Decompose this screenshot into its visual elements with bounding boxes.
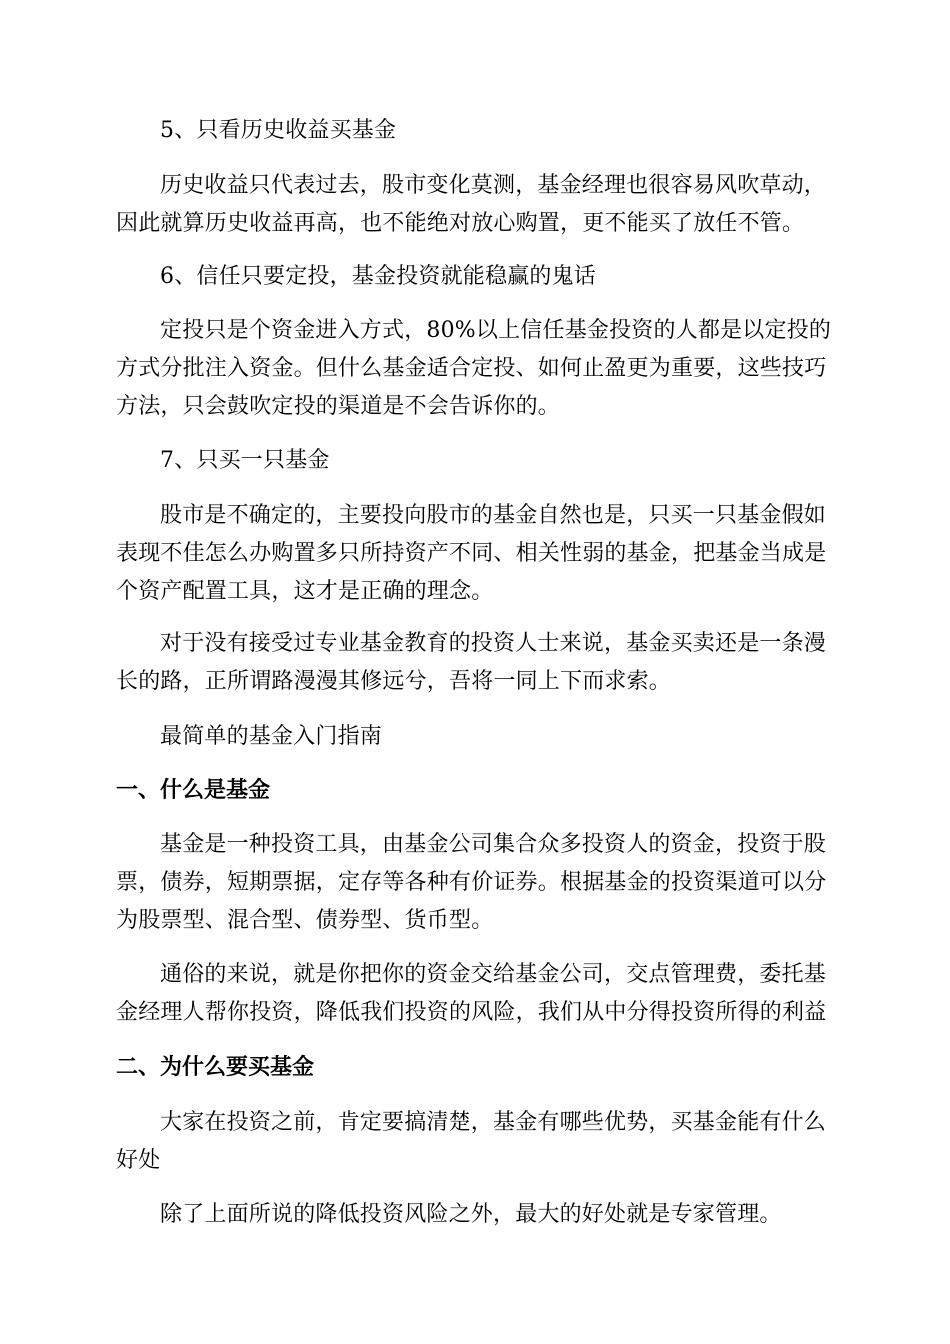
subheading-single-fund: 7、只买一只基金 bbox=[160, 448, 330, 473]
paragraph: 通俗的来说，就是你把你的资金交给基金公司，交点管理费，委托基金经理人帮你投资，降低我们投资的风险，我们从中分得投资所得的利益 bbox=[116, 962, 827, 1025]
paragraph: 股市是不确定的，主要投向股市的基金自然也是，只买一只基金假如表现不佳怎么办购置多只所持资产不同、相关性弱的基金，把基金当成是个资产配置工具，这才是正确的理念。 bbox=[116, 503, 827, 604]
paragraph: 对于没有接受过专业基金教育的投资人士来说，基金买卖还是一条漫长的路，正所谓路漫漫其修远兮，吾将一同上下而求索。 bbox=[116, 631, 827, 694]
subheading-fixed-investment: 6、信任只要定投，基金投资就能稳赢的鬼话 bbox=[160, 264, 596, 289]
section-heading-why-buy-fund: 二、为什么要买基金 bbox=[116, 1055, 315, 1080]
subheading-history-returns: 5、只看历史收益买基金 bbox=[160, 118, 397, 143]
subheading-beginner-guide: 最简单的基金入门指南 bbox=[160, 724, 383, 749]
paragraph: 除了上面所说的降低投资风险之外，最大的好处就是专家管理。 bbox=[160, 1202, 782, 1227]
paragraph: 基金是一种投资工具，由基金公司集合众多投资人的资金，投资于股票，债券，短期票据，定存等各种有价证券。根据基金的投资渠道可以分为股票型、混合型、债券型、货币型。 bbox=[116, 832, 827, 933]
paragraph: 定投只是个资金进入方式，80%以上信任基金投资的人都是以定投的方式分批注入资金。但什么基金适合定投、如何止盈更为重要，这些技巧方法，只会鼓吹定投的渠道是不会告诉你的。 bbox=[116, 318, 832, 419]
section-heading-what-is-fund: 一、什么是基金 bbox=[116, 778, 271, 803]
paragraph: 大家在投资之前，肯定要搞清楚，基金有哪些优势，买基金能有什么好处 bbox=[116, 1110, 827, 1173]
paragraph: 历史收益只代表过去，股市变化莫测，基金经理也很容易风吹草动，因此就算历史收益再高，也不能绝对放心购置，更不能买了放任不管。 bbox=[116, 173, 827, 236]
